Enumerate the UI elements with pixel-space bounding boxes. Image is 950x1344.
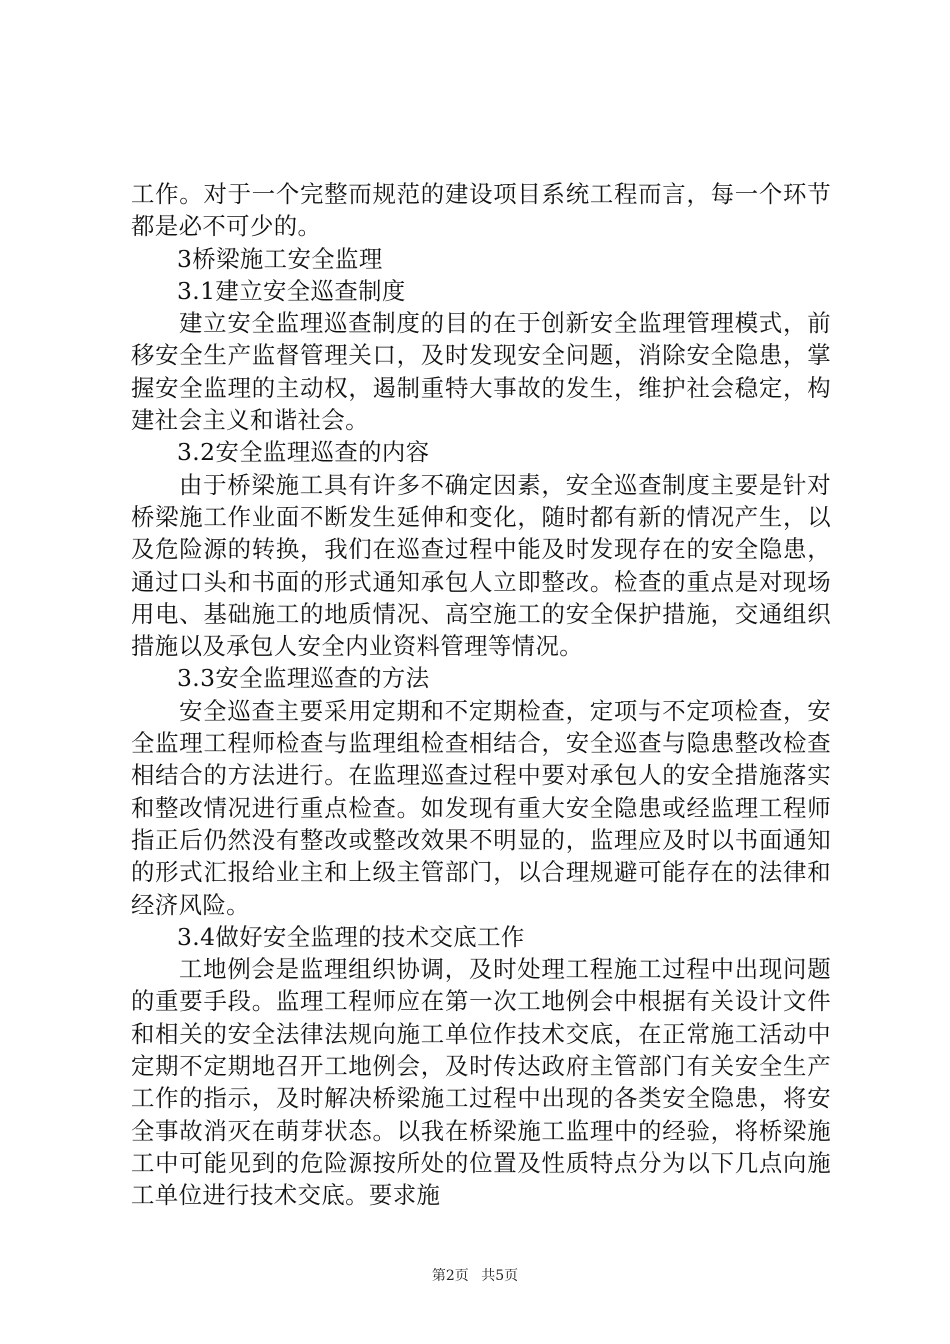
page-total: 共5页 — [481, 1268, 519, 1284]
section-heading-3-4: 3.4做好安全监理的技术交底工作 — [177, 922, 525, 951]
section-heading-3-3: 3.3安全监理巡查的方法 — [177, 664, 430, 693]
section-heading-3-1: 3.1建立安全巡查制度 — [177, 276, 406, 305]
paragraph-continuation: 工作。对于一个完整而规范的建设项目系统工程而言，每一个环节都是必不可少的。 — [131, 180, 831, 241]
page-footer — [0, 1265, 950, 1285]
section-heading-3: 3桥梁施工安全监理 — [177, 244, 383, 273]
paragraph-3-1: 建立安全监理巡查制度的目的在于创新安全监理管理模式，前移安全生产监督管理关口，及时发现安全问题，消除安全隐患，掌握安全监理的主动权，遏制重特大事故的发生，维护社会稳定，构建社会主义和谐社会。 — [131, 309, 831, 435]
page-number: 第2页 — [431, 1268, 469, 1284]
paragraph-3-3: 安全巡查主要采用定期和不定期检查，定项与不定项检查，安全监理工程师检查与监理组检查相结合，安全巡查与隐患整改检查相结合的方法进行。在监理巡查过程中要对承包人的安全措施落实和整改情况进行重点检查。如发现有重大安全隐患或经监理工程师指正后仍然没有整改或整改效果不明显的，监理应及时以书面通知的形式汇报给业主和上级主管部门，以合理规避可能存在的法律和经济风险。 — [131, 696, 831, 919]
section-heading-3-2: 3.2安全监理巡查的内容 — [177, 438, 430, 467]
paragraph-3-2: 由于桥梁施工具有许多不确定因素，安全巡查制度主要是针对桥梁施工作业面不断发生延伸和变化，随时都有新的情况产生，以及危险源的转换，我们在巡查过程中能及时发现存在的安全隐患，通过口头和书面的形式通知承包人立即整改。检查的重点是对现场用电、基础施工的地质情况、高空施工的安全保护措施，交通组织措施以及承包人安全内业资料管理等情况。 — [131, 470, 831, 661]
document-body — [131, 178, 831, 1212]
paragraph-3-4: 工地例会是监理组织协调，及时处理工程施工过程中出现问题的重要手段。监理工程师应在第一次工地例会中根据有关设计文件和相关的安全法律法规向施工单位作技术交底，在正常施工活动中定期不定期地召开工地例会，及时传达政府主管部门有关安全生产工作的指示，及时解决桥梁施工过程中出现的各类安全隐患，将安全事故消灭在萌芽状态。以我在桥梁施工监理中的经验，将桥梁施工中可能见到的危险源按所处的位置及性质特点分为以下几点向施工单位进行技术交底。要求施 — [131, 955, 831, 1210]
